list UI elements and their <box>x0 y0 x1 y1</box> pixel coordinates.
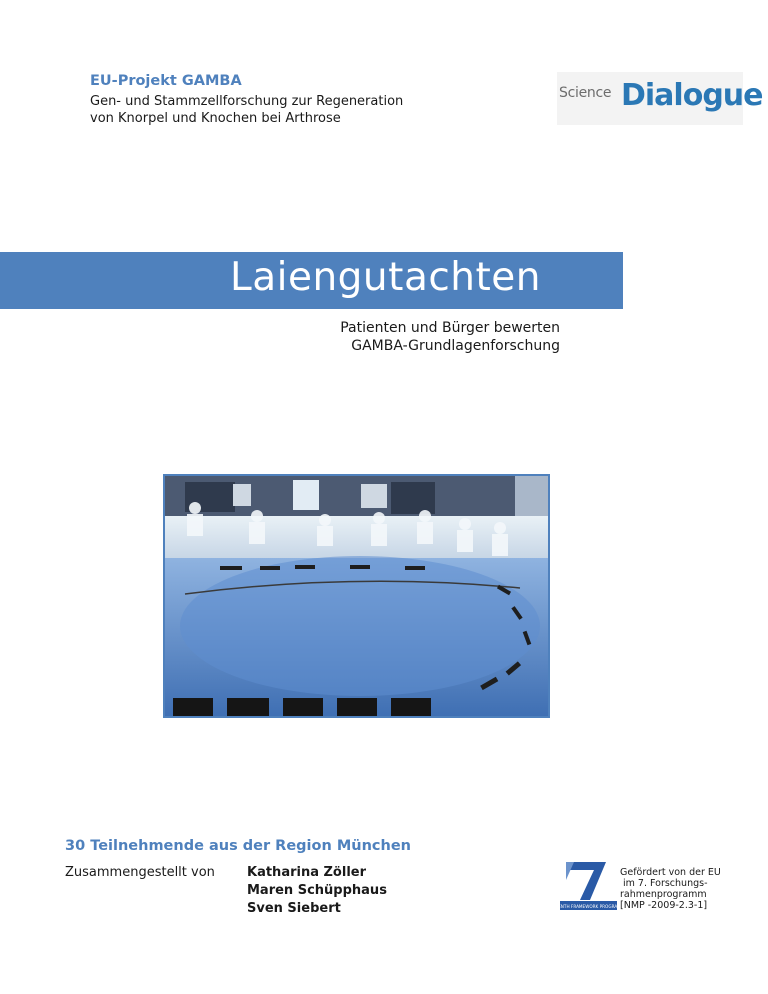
project-title: EU-Projekt GAMBA <box>90 73 242 89</box>
project-subtitle-line-2: von Knorpel und Knochen bei Arthrose <box>90 111 341 126</box>
author-name: Katharina Zöller <box>247 865 367 880</box>
fp7-logo <box>549 856 628 910</box>
page-title: Laiengutachten <box>230 255 542 300</box>
funding-line: im 7. Forschungs- <box>620 878 708 889</box>
meeting-room-photo-art <box>165 476 548 716</box>
logo-dialogue-text: Dialogue <box>621 78 763 113</box>
participants-heading: 30 Teilnehmende aus der Region München <box>65 838 412 854</box>
funding-line: rahmenprogramm <box>620 889 707 900</box>
author-name: Sven Siebert <box>247 901 341 916</box>
funding-line: [NMP -2009-2.3-1] <box>620 900 708 911</box>
fp7-logo-text: SEVENTH FRAMEWORK PROGRAMME <box>549 904 628 909</box>
science-dialogue-logo <box>557 72 763 125</box>
main-subtitle-line-2: GAMBA-Grundlagenforschung <box>351 338 560 354</box>
logo-science-text: Science <box>559 85 612 101</box>
title-band <box>0 252 623 309</box>
compiled-by-label: Zusammengestellt von <box>65 865 215 880</box>
project-subtitle-line-1: Gen- und Stammzellforschung zur Regeneration <box>90 94 404 109</box>
main-subtitle-line-1: Patienten und Bürger bewerten <box>340 320 560 336</box>
funding-line: Gefördert von der EU <box>620 867 721 878</box>
author-name: Maren Schüpphaus <box>247 883 387 898</box>
meeting-room-photo <box>163 474 550 718</box>
